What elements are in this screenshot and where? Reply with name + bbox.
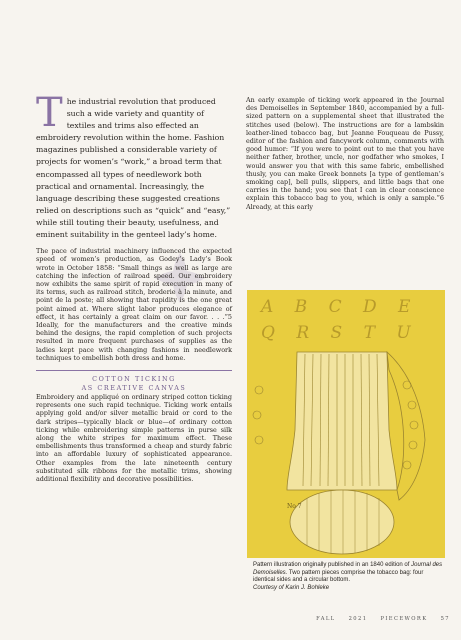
caption-credit: Courtesy of Karin J. Bohleke [253,584,330,591]
body-paragraph-ticking: Embroidery and appliqué on ordinary striped cotton ticking represents one such rapid technique. Ticking work entails applying gold and/or silver metallic braid or cord to the dark stripes—typically black or blue—of ordinary cotton ticking while embroidering simple patterns in purse silk along the white stripes for maximum effect. These embellishments thus transformed a cheap and sturdy fabric into an affordable luxury of sophisticated appearance. Other examples from the late nineteenth century substituted silk ribbons for the metallic trims, showing additional flexibility and decorative possibilities. [36,392,232,483]
footer-season: FALL [316,616,336,622]
section-heading-line1: COTTON TICKING [92,374,176,383]
drop-cap: T [36,90,63,136]
caption-text-2: Two pattern pieces comprise the tobacco bag: four identical sides and a circular bottom. [253,569,424,584]
body-paragraph-pace: The pace of industrial machinery influenced the expected speed of women’s production, as Godey’s Lady’s Book wrote in October 1858: “Small things as well as large are catching the infection of railroad speed. Our embroidery now exhibits the same spirit of rapid execution in many of its terms, such as railroad stitch, broderie à la minute, and point de la poste; all showing that rapidity is the one great point aimed at. Where slight labor produces elegance of effect, it has certainly a great claim on our favor. . . .”5 Ideally, for the manufacturers and the creative minds behind the designs, the rapid completion of such projects resulted in more frequent purchases of supplies as the ladies kept pace with changing fashions in needlework techniques to embellish both dress and home. [36,247,232,362]
section-divider [36,370,232,371]
caption-text-1: Pattern illustration originally published in an 1840 edition of [253,562,410,568]
caption-journal-title: Journal des Demoiselles. [253,562,443,576]
lead-paragraph [36,90,232,241]
section-heading-line2: AS CREATIVE CANVAS [81,383,187,392]
footer-magazine: PIECEWORK [380,616,428,622]
footer-year: 2021 [348,616,368,622]
page-footer [0,616,450,622]
figure-caption [253,562,445,592]
plate-number: No 7 [287,503,302,510]
body-paragraph-journal: An early example of ticking work appeared in the Journal des Demoiselles in September 1840, accompanied by a full-sized pattern on a supplemental sheet that illustrated the stitches used (below). The instructions are for a lambskin leather-lined tobacco bag, but Jeanne Fouqueau de Pussy, editor of the fashion and fancywork column, comments with good humor: “If you were to point out to me that you have neither father, brother, uncle, nor godfather who smokes, I would answer you that with this same fabric, embellished thusly, you can make Greek bonnets [a type of gentleman’s smoking cap], bell pulls, slippers, and little bags that one carries in the hand; you see that I can in clear conscience explain this tobacco bag to you, which is only a sample.”6 Already, at this early [246,96,444,211]
section-heading [36,375,232,393]
left-column [36,90,232,489]
pattern-illustration [247,290,445,558]
letters-row-2: Q R S T U [261,323,419,343]
letters-row-1: A B C D E [261,297,419,317]
footer-page-number: 57 [440,616,450,622]
right-column [246,96,444,217]
lead-text: he industrial revolution that produced such a wide variety and quantity of textiles and trims also effected an embroidery revolution within the home. Fashion magazines published a considerable variety of projects for women’s “work,” a broad term that encompassed all types of needlework both practical and ornamental. Increasingly, the language describing these suggested creations relied on descriptions such as “quick” and “easy,” while still touting their beauty, usefulness, and eminent suitability in the genteel lady’s home. [36,97,231,240]
tobacco-bag-pattern-drawing [247,290,445,558]
